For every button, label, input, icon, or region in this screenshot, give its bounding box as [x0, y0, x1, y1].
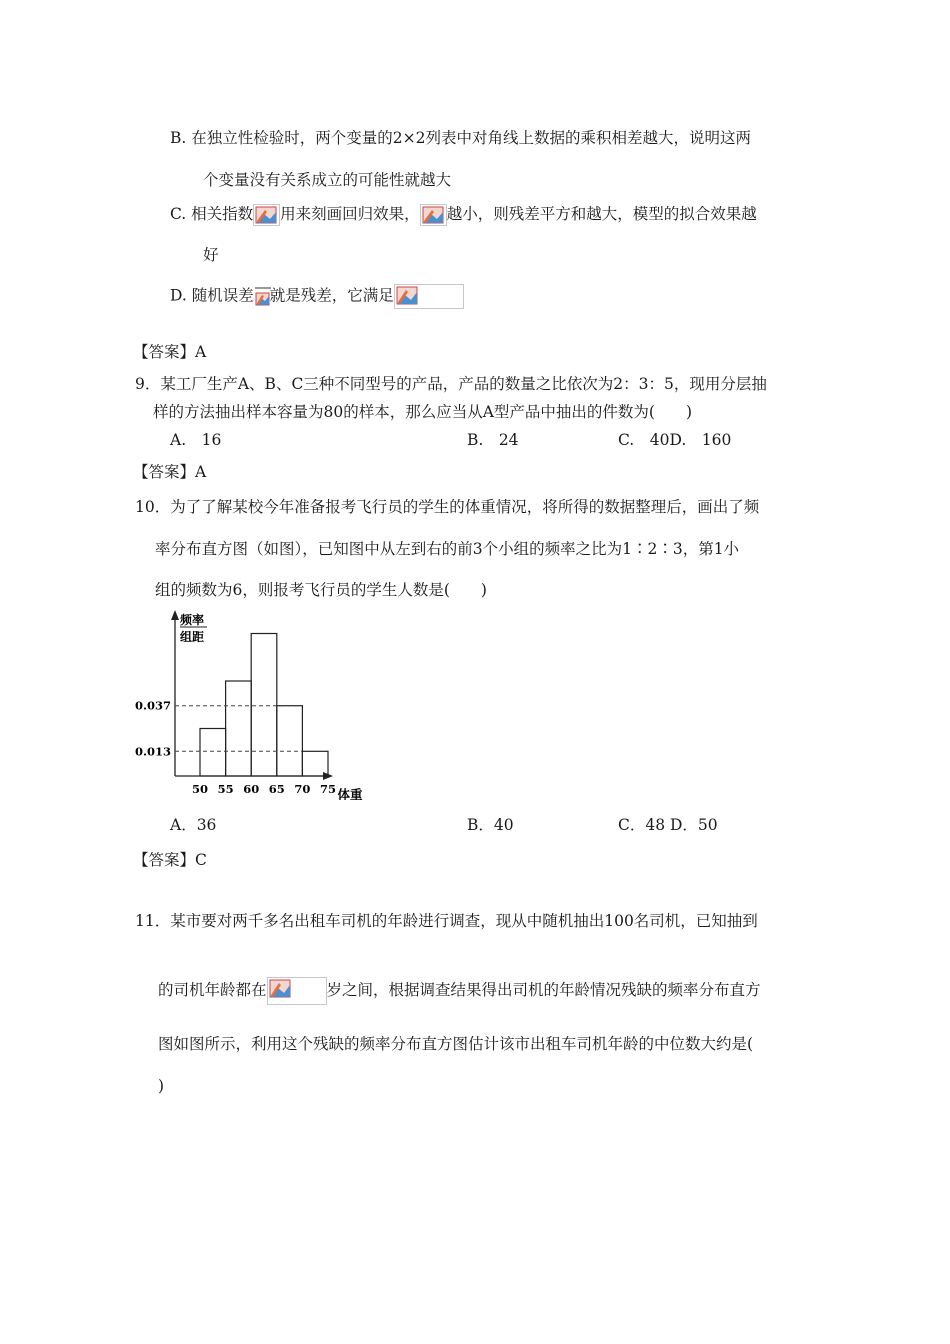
histogram-bar — [277, 706, 303, 776]
q11-line1: 11．某市要对两千多名出租车司机的年龄进行调查，现从中随机抽出100名司机，已知抽到 — [135, 912, 758, 930]
histogram-bar — [226, 681, 252, 776]
broken-image-icon — [394, 284, 464, 309]
q8-option-c-text3: 越小，则残差平方和越大，模型的拟合效果越 — [446, 205, 757, 223]
x-tick-label: 70 — [294, 782, 311, 796]
x-tick-label: 60 — [243, 782, 260, 796]
q9-line2: 样的方法抽出样本容量为80的样本，那么应当从A型产品中抽出的件数为( ) — [153, 403, 693, 421]
q8-option-c-line1 — [170, 204, 757, 226]
histogram-bar — [251, 634, 277, 777]
histogram-bar — [302, 751, 328, 776]
q10-option-cd: C．48 D．50 — [618, 816, 718, 834]
y-axis-arrow — [171, 610, 179, 620]
y-tick-label: 0.037 — [134, 698, 171, 713]
q10-line3: 组的频数为6，则报考飞行员的学生人数是( ) — [155, 581, 487, 599]
q8-option-d-text2: 就是残差，它满足 — [269, 286, 394, 305]
y-axis-label-bottom: 组距 — [180, 630, 205, 644]
q8-option-d-text1: D. 随机误差 — [170, 286, 254, 305]
broken-image-icon — [254, 284, 270, 306]
q8-option-c-text2: 用来刻画回归效果， — [280, 205, 420, 223]
q9-option-b: B. 24 — [467, 431, 519, 449]
q8-option-b-line1: B. 在独立性检验时，两个变量的2×2列表中对角线上数据的乘积相差越大，说明这两 — [170, 129, 751, 147]
x-axis-label: 体重 — [337, 787, 363, 800]
y-tick-label: 0.013 — [134, 744, 171, 759]
y-axis-label-top: 频率 — [180, 613, 205, 627]
q10-line2: 率分布直方图（如图），已知图中从左到右的前3个小组的频率之比为1∶2∶3，第1小 — [155, 540, 740, 558]
q11-line2-text2: 岁之间，根据调查结果得出司机的年龄情况残缺的频率分布直方 — [326, 981, 761, 999]
q8-option-c-line2: 好 — [203, 246, 219, 264]
broken-image-icon — [267, 977, 327, 1005]
broken-image-icon — [420, 204, 447, 226]
q10-option-a: A．36 — [170, 816, 217, 834]
q8-option-d-line — [170, 284, 464, 309]
q9-option-cd: C. 40D. 160 — [618, 431, 732, 449]
x-tick-label: 75 — [319, 782, 337, 796]
q10-line1: 10．为了了解某校今年准备报考飞行员的学生的体重情况，将所得的数据整理后，画出了频 — [135, 498, 760, 516]
q11-line3: 图如图所示，利用这个残缺的频率分布直方图估计该市出租车司机年龄的中位数大约是( — [158, 1035, 754, 1053]
x-tick-label: 55 — [217, 782, 234, 796]
q9-line1: 9．某工厂生产A、B、C三种不同型号的产品，产品的数量之比依次为2：3：5，现用分层抽 — [135, 375, 767, 393]
broken-image-icon — [253, 204, 280, 226]
x-tick-label: 50 — [191, 782, 209, 796]
q11-line2-text1: 的司机年龄都在 — [158, 981, 267, 999]
histogram-bar — [200, 729, 226, 777]
q9-option-a: A. 16 — [170, 431, 222, 449]
q10-answer: 【答案】C — [133, 851, 207, 869]
q11-line4: ) — [158, 1077, 165, 1095]
q8-answer: 【答案】A — [133, 343, 207, 361]
q10-option-b: B．40 — [467, 816, 514, 834]
x-tick-label: 65 — [268, 782, 285, 796]
q11-line2 — [158, 977, 761, 1005]
histogram-chart — [132, 610, 382, 800]
q9-answer: 【答案】A — [133, 463, 207, 481]
q8-option-b-line2: 个变量没有关系成立的可能性就越大 — [203, 171, 452, 189]
q8-option-c-text1: C. 相关指数 — [170, 205, 254, 223]
